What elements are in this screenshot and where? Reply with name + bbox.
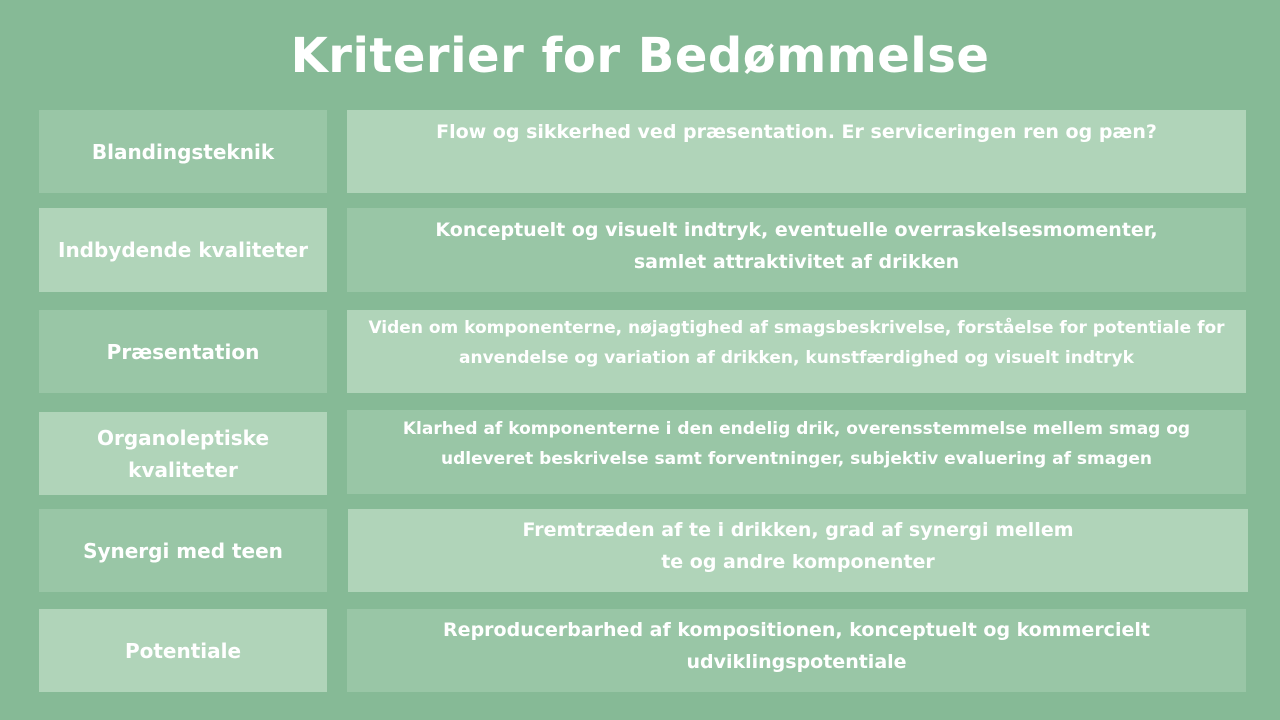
criterion-label-text: Potentiale xyxy=(124,638,242,663)
slide-title: Kriterier for Bedømmelse xyxy=(290,28,990,84)
criterion-label-organoleptiske-kvaliteter xyxy=(39,412,327,495)
criterion-description-line: Flow og sikkerhed ved præsentation. Er serviceringen ren og pæn? xyxy=(436,121,1157,143)
criterion-description-line: udleveret beskrivelse samt forventninger, subjektiv evaluering af smagen xyxy=(440,449,1152,469)
criterion-description-line: anvendelse og variation af drikken, kunstfærdighed og visuelt indtryk xyxy=(459,348,1134,368)
criterion-description-potentiale xyxy=(347,609,1246,692)
criterion-description-line: Reproducerbarhed af kompositionen, konceptuelt og kommercielt xyxy=(443,619,1150,641)
criterion-description-line: Konceptuelt og visuelt indtryk, eventuelle overraskelsesmomenter, xyxy=(435,219,1158,241)
criterion-description-blandingsteknik xyxy=(347,110,1246,193)
criterion-description-praesentation xyxy=(347,310,1246,393)
criterion-description-line: samlet attraktivitet af drikken xyxy=(633,251,960,273)
criterion-label-indbydende-kvaliteter xyxy=(39,208,327,292)
criterion-label-text: Synergi med teen xyxy=(83,538,283,563)
criterion-label-synergi-med-teen xyxy=(39,509,327,592)
criterion-label-text: Præsentation xyxy=(106,339,260,364)
criterion-description-line: udviklingspotentiale xyxy=(686,651,907,673)
criterion-description-line: Fremtræden af te i drikken, grad af synergi mellem xyxy=(522,519,1074,541)
criterion-label-text: Blandingsteknik xyxy=(91,139,275,164)
criterion-description-line: te og andre komponenter xyxy=(661,551,935,573)
criterion-label-potentiale xyxy=(39,609,327,692)
criterion-label-line: kvaliteter xyxy=(128,457,238,482)
criterion-description-line: Viden om komponenterne, nøjagtighed af smagsbeskrivelse, forståelse for potentiale for xyxy=(368,318,1225,338)
criterion-label-text: Indbydende kvaliteter xyxy=(58,238,308,262)
criterion-description-organoleptiske-kvaliteter xyxy=(347,410,1246,494)
criterion-label-blandingsteknik xyxy=(39,110,327,193)
criterion-label-praesentation xyxy=(39,310,327,393)
criterion-description-line: Klarhed af komponenterne i den endelig drik, overensstemmelse mellem smag og xyxy=(402,419,1191,439)
criterion-description-indbydende-kvaliteter xyxy=(347,208,1246,292)
criterion-description-synergi-med-teen xyxy=(348,509,1248,592)
criterion-label-line: Organoleptiske xyxy=(96,425,270,450)
